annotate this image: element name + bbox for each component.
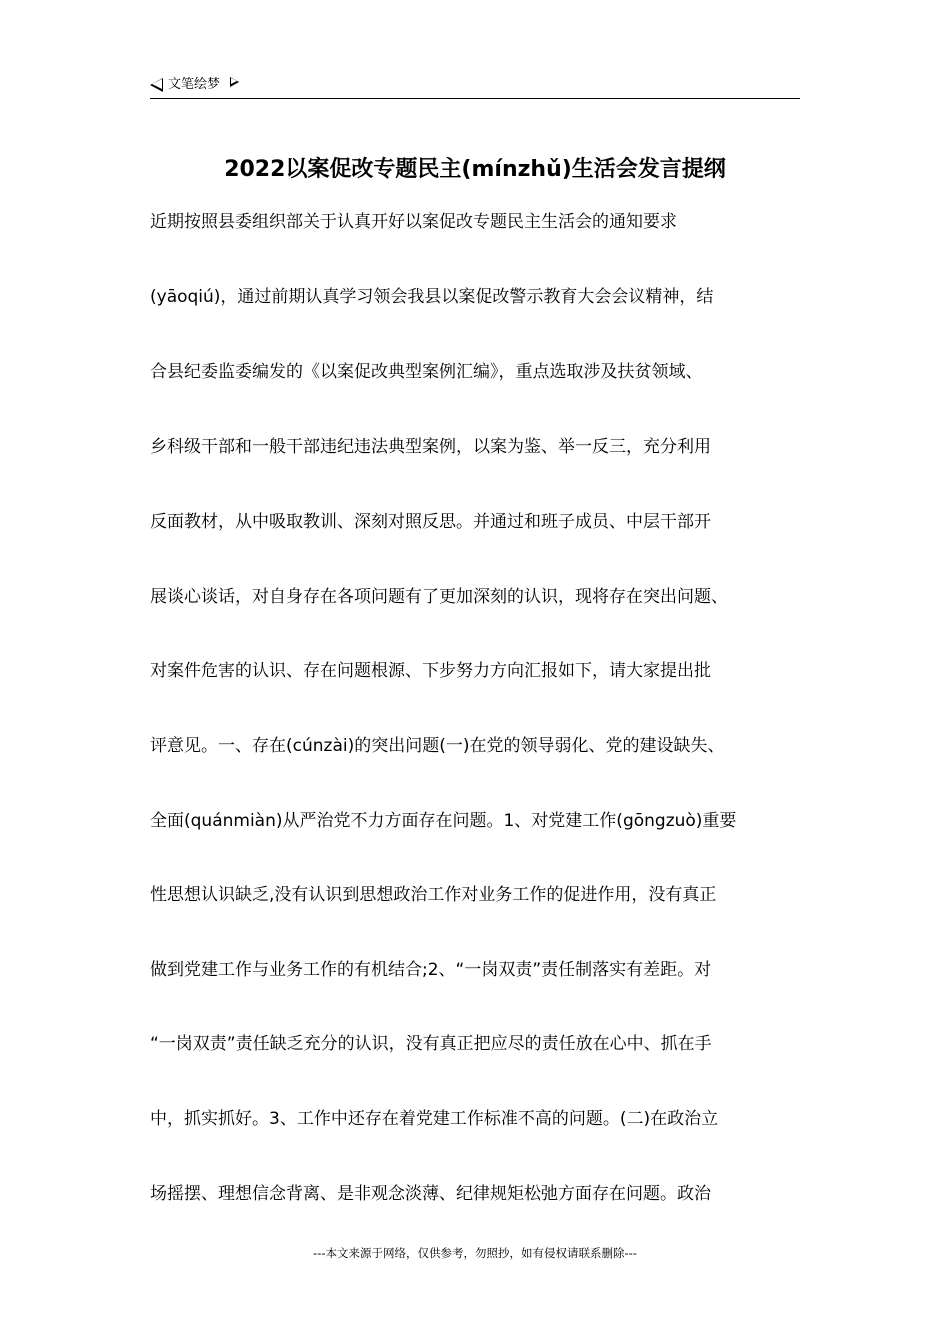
document-title: 2022以案促改专题民主(mínzhǔ)生活会发言提纲 <box>224 157 726 182</box>
body-line: 合县纪委监委编发的《以案促改典型案例汇编》，重点选取涉及扶贫领域、 <box>150 362 703 382</box>
page-header <box>150 74 800 99</box>
triangle-left-icon <box>150 78 163 92</box>
body-line: 近期按照县委组织部关于认真开好以案促改专题民主生活会的通知要求 <box>150 212 677 232</box>
header-brand <box>150 74 239 96</box>
body-line: 中，抓实抓好。3、工作中还存在着党建工作标准不高的问题。(二)在政治立 <box>150 1109 719 1129</box>
triangle-right-icon <box>230 77 239 87</box>
body-line: 评意见。一、存在(cúnzài)的突出问题(一)在党的领导弱化、党的建设缺失、 <box>150 736 725 756</box>
body-line: 性思想认识缺乏,没有认识到思想政治工作对业务工作的促进作用，没有真正 <box>150 885 717 905</box>
body-line: 对案件危害的认识、存在问题根源、下步努力方向汇报如下，请大家提出批 <box>150 661 711 681</box>
body-line: 乡科级干部和一般干部违纪违法典型案例，以案为鉴、举一反三，充分利用 <box>150 437 711 457</box>
body-line: 展谈心谈话，对自身存在各项问题有了更加深刻的认识，现将存在突出问题、 <box>150 587 728 607</box>
body-line: 做到党建工作与业务工作的有机结合;2、“一岗双责”责任制落实有差距。对 <box>150 960 712 980</box>
body-line: 全面(quánmiàn)从严治党不力方面存在问题。1、对党建工作(gōngzuò)重要 <box>150 811 737 831</box>
body-line: 场摇摆、理想信念背离、是非观念淡薄、纪律规矩松弛方面存在问题。政治 <box>150 1184 711 1204</box>
footer-disclaimer: ---本文来源于网络，仅供参考，勿照抄，如有侵权请联系删除--- <box>313 1246 637 1260</box>
header-brand-text: 文笔绘梦 <box>168 77 221 92</box>
body-line: 反面教材，从中吸取教训、深刻对照反思。并通过和班子成员、中层干部开 <box>150 512 711 532</box>
body-line: (yāoqiú)，通过前期认真学习领会我县以案促改警示教育大会会议精神，结 <box>150 287 714 307</box>
body-line: “一岗双责”责任缺乏充分的认识，没有真正把应尽的责任放在心中、抓在手 <box>150 1034 712 1054</box>
